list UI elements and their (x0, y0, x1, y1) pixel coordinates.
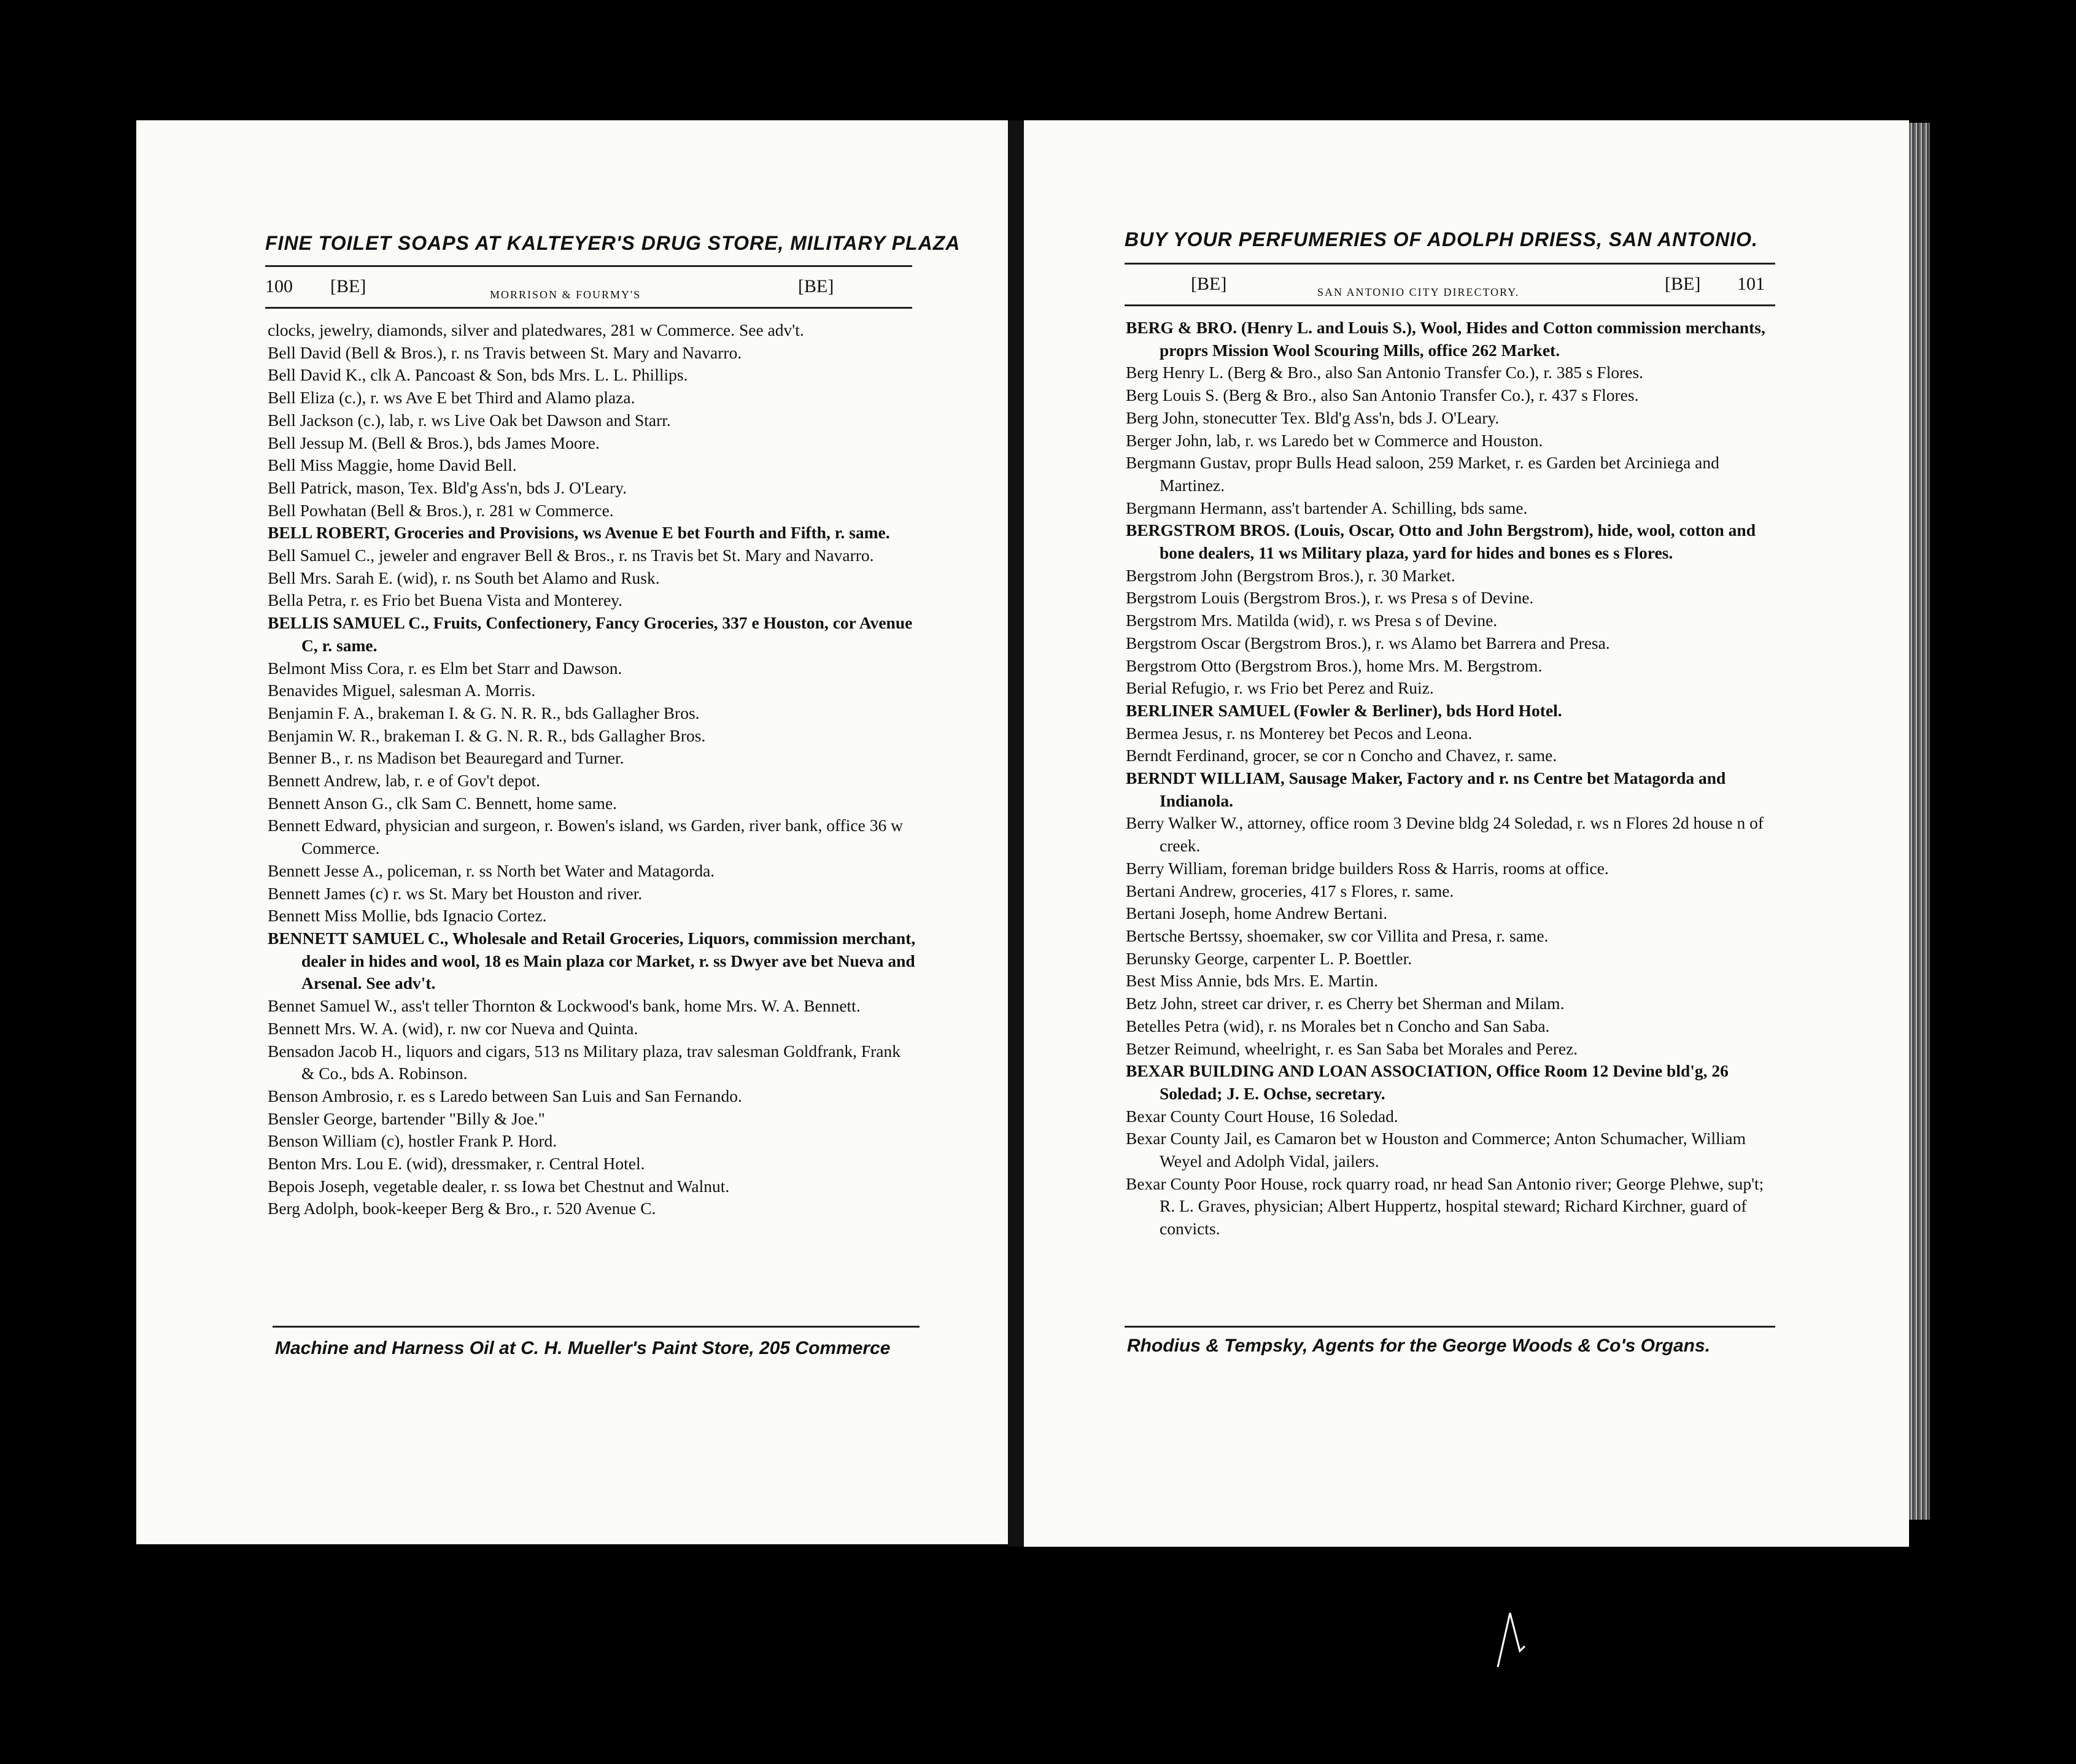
directory-entry: Best Miss Annie, bds Mrs. E. Martin. (1126, 971, 1378, 991)
directory-entry: Benjamin F. A., brakeman I. & G. N. R. R., bds Gallagher Bros. (268, 703, 700, 722)
directory-entry: Bennett Edward, physician and surgeon, r. Bowen's island, ws Garden, river bank, office 36 w Commerce. (268, 816, 903, 858)
directory-entry: Betz John, street car driver, r. es Cherry bet Sherman and Milam. (1126, 994, 1565, 1013)
directory-entry: Bexar County Court House, 16 Soledad. (1126, 1106, 1398, 1126)
directory-entry: Benjamin W. R., brakeman I. & G. N. R. R., bds Gallagher Bros. (268, 725, 706, 745)
directory-entry: Bell Samuel C., jeweler and engraver Bell & Bros., r. ns Travis bet St. Mary and Navarro. (268, 546, 874, 565)
directory-entry: Berunsky George, carpenter L. P. Boettler. (1126, 948, 1412, 968)
directory-entry: Bennett Mrs. W. A. (wid), r. nw cor Nueva and Quinta. (268, 1018, 638, 1038)
directory-entry: Bell Jackson (c.), lab, r. ws Live Oak bet Dawson and Starr. (268, 410, 671, 430)
directory-entry: Bennett Anson G., clk Sam C. Bennett, home same. (268, 793, 618, 813)
directory-entry: Bertani Joseph, home Andrew Bertani. (1126, 903, 1388, 923)
directory-entry: Benton Mrs. Lou E. (wid), dressmaker, r. Central Hotel. (268, 1154, 645, 1174)
directory-entry: Benson William (c), hostler Frank P. Hord. (268, 1131, 557, 1151)
directory-entry: Bell Jessup M. (Bell & Bros.), bds James Moore. (268, 433, 600, 452)
directory-entry: Bell David (Bell & Bros.), r. ns Travis between St. Mary and Navarro. (268, 342, 742, 362)
directory-entry: Bexar County Poor House, rock quarry road, nr head San Antonio river; George Plehwe, sup't; R. L. Graves, physician; Albert Huppertz, hospital steward; Richard Kirchner, guard of convicts. (1126, 1174, 1764, 1239)
right-key-right: [BE] (1665, 274, 1701, 294)
directory-entry: Bertani Andrew, groceries, 417 s Flores, r. same. (1126, 881, 1454, 900)
directory-entry: Bell David K., clk A. Pancoast & Son, bds Mrs. L. L. Phillips. (268, 365, 688, 385)
directory-entry: BENNETT SAMUEL C., Wholesale and Retail Groceries, Liquors, commission merchant, dealer in hides and wool, 18 es Main plaza cor Market, r. ss Dwyer ave bet Nueva and Arsenal. See adv't. (268, 928, 916, 993)
directory-entry: Bell Mrs. Sarah E. (wid), r. ns South bet Alamo and Rusk. (268, 568, 660, 587)
page-edges (1909, 123, 1930, 1520)
directory-entry: Berg Adolph, book-keeper Berg & Bro., r. 520 Avenue C. (268, 1199, 656, 1218)
right-publisher: SAN ANTONIO CITY DIRECTORY. (1317, 286, 1520, 298)
directory-entry: Bennett James (c) r. ws St. Mary bet Houston and river. (268, 883, 643, 903)
left-page-number: 100 (265, 276, 293, 296)
directory-entry: clocks, jewelry, diamonds, silver and platedwares, 281 w Commerce. See adv't. (268, 320, 804, 339)
directory-entry: Betzer Reimund, wheelright, r. es San Saba bet Morales and Perez. (1126, 1039, 1578, 1058)
directory-entry: BELL ROBERT, Groceries and Provisions, ws Avenue E bet Fourth and Fifth, r. same. (268, 523, 890, 543)
right-header-rule (1125, 304, 1775, 306)
directory-entry: Bergstrom Mrs. Matilda (wid), r. ws Presa s of Devine. (1126, 611, 1498, 630)
directory-entry: Belmont Miss Cora, r. es Elm bet Starr and Dawson. (268, 658, 622, 678)
directory-entry: Bennett Jesse A., policeman, r. ss North bet Water and Matagorda. (268, 861, 715, 880)
directory-entry: Berry Walker W., attorney, office room 3 Devine bldg 24 Soledad, r. ws n Flores 2d house n of creek. (1126, 813, 1764, 856)
right-directory-column (1126, 317, 1776, 1240)
left-bottom-advertisement: Machine and Harness Oil at C. H. Mueller's Paint Store, 205 Commerce (275, 1338, 891, 1358)
directory-entry: Bergstrom John (Bergstrom Bros.), r. 30 Market. (1126, 565, 1455, 585)
directory-entry: Benner B., r. ns Madison bet Beauregard and Turner. (268, 748, 624, 768)
directory-entry: Berger John, lab, r. ws Laredo bet w Commerce and Houston. (1126, 430, 1543, 450)
book-gutter (1008, 120, 1024, 1547)
directory-entry: Bennett Miss Mollie, bds Ignacio Cortez. (268, 906, 547, 926)
right-page-number: 101 (1737, 274, 1765, 294)
directory-entry: Berndt Ferdinand, grocer, se cor n Concho and Chavez, r. same. (1126, 746, 1557, 765)
directory-entry: Bell Miss Maggie, home David Bell. (268, 455, 517, 475)
directory-entry: Bergmann Gustav, propr Bulls Head saloon, 259 Market, r. es Garden bet Arciniega and Martinez. (1126, 453, 1719, 495)
right-key-left: [BE] (1191, 274, 1227, 294)
directory-entry: Berg John, stonecutter Tex. Bld'g Ass'n, bds J. O'Leary. (1126, 408, 1500, 427)
directory-entry: Berry William, foreman bridge builders Ross & Harris, rooms at office. (1126, 858, 1609, 878)
directory-entry: Bell Eliza (c.), r. ws Ave E bet Third and Alamo plaza. (268, 388, 635, 408)
directory-entry: Bella Petra, r. es Frio bet Buena Vista and Monterey. (268, 590, 623, 610)
directory-entry: Bell Powhatan (Bell & Bros.), r. 281 w Commerce. (268, 500, 614, 520)
directory-entry: BERGSTROM BROS. (Louis, Oscar, Otto and John Bergstrom), hide, wool, cotton and bone dealers, 11 ws Military plaza, yard for hides and bones es s Flores. (1126, 520, 1756, 563)
left-header-rule (265, 307, 912, 309)
directory-entry: Bergstrom Otto (Bergstrom Bros.), home Mrs. M. Bergstrom. (1126, 656, 1543, 675)
right-top-advertisement: BUY YOUR PERFUMERIES OF ADOLPH DRIESS, SAN ANTONIO. (1125, 228, 1758, 250)
right-bottom-rule (1125, 1326, 1775, 1328)
directory-entry: BELLIS SAMUEL C., Fruits, Confectionery, Fancy Groceries, 337 e Houston, cor Avenue C, r. same. (268, 613, 913, 655)
left-publisher: MORRISON & FOURMY'S (490, 288, 641, 301)
directory-entry: Bergstrom Oscar (Bergstrom Bros.), r. ws Alamo bet Barrera and Presa. (1126, 633, 1610, 652)
directory-entry: Bermea Jesus, r. ns Monterey bet Pecos and Leona. (1126, 723, 1473, 743)
stray-pen-mark (1493, 1608, 1530, 1669)
directory-entry: BERLINER SAMUEL (Fowler & Berliner), bds Hord Hotel. (1126, 700, 1562, 720)
directory-entry: Bennet Samuel W., ass't teller Thornton & Lockwood's bank, home Mrs. W. A. Bennett. (268, 996, 861, 1016)
directory-entry: Bertsche Bertssy, shoemaker, sw cor Villita and Presa, r. same. (1126, 926, 1549, 945)
left-top-advertisement: FINE TOILET SOAPS AT KALTEYER'S DRUG STORE, MILITARY PLAZA (265, 232, 961, 254)
directory-entry: Bennett Andrew, lab, r. e of Gov't depot. (268, 771, 540, 791)
right-bottom-advertisement: Rhodius & Tempsky, Agents for the George Woods & Co's Organs. (1127, 1336, 1711, 1356)
directory-entry: Berg Henry L. (Berg & Bro., also San Antonio Transfer Co.), r. 385 s Flores. (1126, 363, 1644, 382)
directory-entry: Bepois Joseph, vegetable dealer, r. ss Iowa bet Chestnut and Walnut. (268, 1176, 730, 1196)
directory-entry: Bensler George, bartender "Billy & Joe." (268, 1108, 545, 1128)
directory-entry: Benson Ambrosio, r. es s Laredo between San Luis and San Fernando. (268, 1086, 742, 1105)
left-directory-column (268, 319, 916, 1220)
directory-entry: BEXAR BUILDING AND LOAN ASSOCIATION, Office Room 12 Devine bld'g, 26 Soledad; J. E. Ochse, secretary. (1126, 1061, 1729, 1103)
directory-entry: Berial Refugio, r. ws Frio bet Perez and Ruiz. (1126, 678, 1434, 698)
directory-entry: Bergmann Hermann, ass't bartender A. Schilling, bds same. (1126, 498, 1528, 517)
left-key-left: [BE] (330, 276, 366, 296)
directory-entry: Betelles Petra (wid), r. ns Morales bet n Concho and San Saba. (1126, 1016, 1550, 1035)
directory-entry: Bell Patrick, mason, Tex. Bld'g Ass'n, bds J. O'Leary. (268, 478, 627, 497)
directory-entry: Benavides Miguel, salesman A. Morris. (268, 681, 536, 700)
directory-entry: Bexar County Jail, es Camaron bet w Houston and Commerce; Anton Schumacher, William Weyel and Adolph Vidal, jailers. (1126, 1129, 1746, 1171)
left-bottom-rule (273, 1326, 920, 1328)
directory-entry: Bensadon Jacob H., liquors and cigars, 513 ns Military plaza, trav salesman Goldfrank, Frank & Co., bds A. Robinson. (268, 1041, 901, 1083)
left-top-rule (265, 265, 912, 267)
directory-entry: BERNDT WILLIAM, Sausage Maker, Factory and r. ns Centre bet Matagorda and Indianola. (1126, 768, 1726, 810)
directory-entry: BERG & BRO. (Henry L. and Louis S.), Wool, Hides and Cotton commission merchants, proprs Mission Wool Scouring Mills, office 262 Market. (1126, 318, 1765, 360)
left-key-right: [BE] (798, 276, 834, 296)
directory-entry: Berg Louis S. (Berg & Bro., also San Antonio Transfer Co.), r. 437 s Flores. (1126, 385, 1639, 405)
directory-entry: Bergstrom Louis (Bergstrom Bros.), r. ws Presa s of Devine. (1126, 588, 1534, 608)
right-top-rule (1125, 263, 1775, 265)
